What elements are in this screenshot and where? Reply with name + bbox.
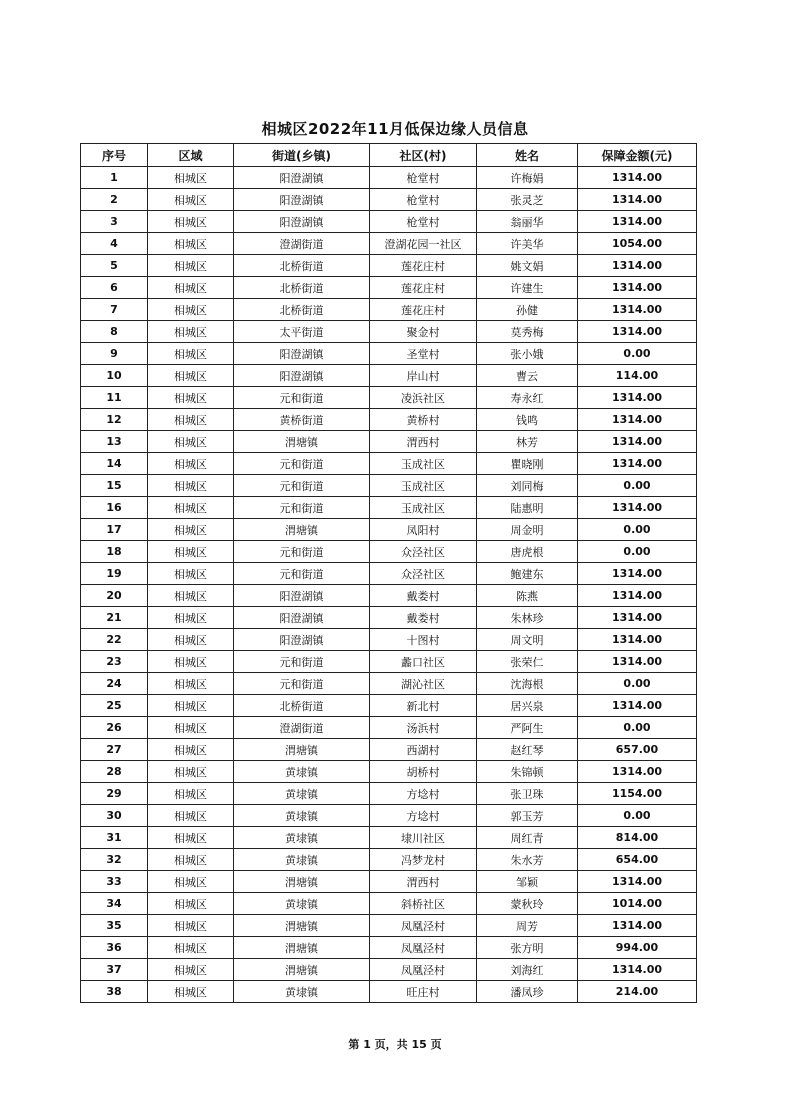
cell-amount: 994.00	[578, 937, 697, 959]
table-row	[81, 607, 697, 629]
cell-seq: 37	[81, 959, 148, 981]
cell-seq: 1	[81, 167, 148, 189]
cell-name: 陆惠明	[477, 497, 578, 519]
cell-amount: 0.00	[578, 541, 697, 563]
cell-seq: 9	[81, 343, 148, 365]
cell-seq: 32	[81, 849, 148, 871]
cell-name: 姚文娟	[477, 255, 578, 277]
cell-seq: 26	[81, 717, 148, 739]
cell-amount: 1054.00	[578, 233, 697, 255]
cell-community: 枪堂村	[370, 167, 477, 189]
cell-community: 湖沁社区	[370, 673, 477, 695]
cell-name: 周红青	[477, 827, 578, 849]
cell-district: 相城区	[148, 409, 234, 431]
cell-street: 渭塘镇	[234, 915, 370, 937]
cell-name: 许美华	[477, 233, 578, 255]
cell-amount: 1314.00	[578, 761, 697, 783]
cell-name: 居兴泉	[477, 695, 578, 717]
cell-amount: 1314.00	[578, 299, 697, 321]
cell-amount: 1314.00	[578, 167, 697, 189]
cell-seq: 22	[81, 629, 148, 651]
header-community: 社区(村)	[370, 144, 477, 167]
table-row	[81, 211, 697, 233]
cell-district: 相城区	[148, 189, 234, 211]
cell-name: 沈海根	[477, 673, 578, 695]
cell-name: 郭玉芳	[477, 805, 578, 827]
table-row	[81, 519, 697, 541]
cell-district: 相城区	[148, 717, 234, 739]
cell-district: 相城区	[148, 651, 234, 673]
cell-community: 玉成社区	[370, 497, 477, 519]
cell-street: 北桥街道	[234, 277, 370, 299]
cell-seq: 7	[81, 299, 148, 321]
table-row	[81, 277, 697, 299]
cell-amount: 657.00	[578, 739, 697, 761]
cell-amount: 1314.00	[578, 211, 697, 233]
cell-community: 莲花庄村	[370, 277, 477, 299]
cell-street: 黄埭镇	[234, 827, 370, 849]
table-row	[81, 321, 697, 343]
cell-street: 阳澄湖镇	[234, 585, 370, 607]
cell-amount: 1314.00	[578, 453, 697, 475]
cell-name: 张荣仁	[477, 651, 578, 673]
cell-amount: 1154.00	[578, 783, 697, 805]
cell-name: 寿永红	[477, 387, 578, 409]
cell-seq: 18	[81, 541, 148, 563]
table-row	[81, 431, 697, 453]
cell-name: 张方明	[477, 937, 578, 959]
table-row	[81, 629, 697, 651]
cell-community: 汤浜村	[370, 717, 477, 739]
cell-street: 黄埭镇	[234, 783, 370, 805]
cell-district: 相城区	[148, 695, 234, 717]
table-row	[81, 387, 697, 409]
table-row	[81, 981, 697, 1003]
cell-name: 严阿生	[477, 717, 578, 739]
cell-district: 相城区	[148, 453, 234, 475]
cell-community: 蠡口社区	[370, 651, 477, 673]
cell-seq: 15	[81, 475, 148, 497]
header-amount: 保障金额(元)	[578, 144, 697, 167]
table-header-row	[81, 144, 697, 167]
cell-name: 林芳	[477, 431, 578, 453]
cell-name: 张卫珠	[477, 783, 578, 805]
cell-amount: 1314.00	[578, 915, 697, 937]
cell-amount: 1314.00	[578, 871, 697, 893]
cell-street: 澄湖街道	[234, 717, 370, 739]
cell-name: 邹颖	[477, 871, 578, 893]
cell-seq: 25	[81, 695, 148, 717]
cell-street: 北桥街道	[234, 695, 370, 717]
cell-amount: 1314.00	[578, 585, 697, 607]
table-row	[81, 651, 697, 673]
cell-seq: 28	[81, 761, 148, 783]
cell-district: 相城区	[148, 233, 234, 255]
table-row	[81, 915, 697, 937]
cell-street: 黄埭镇	[234, 849, 370, 871]
cell-district: 相城区	[148, 497, 234, 519]
cell-street: 渭塘镇	[234, 871, 370, 893]
cell-district: 相城区	[148, 981, 234, 1003]
table-row	[81, 255, 697, 277]
cell-community: 众泾社区	[370, 563, 477, 585]
cell-community: 枪堂村	[370, 189, 477, 211]
table-row	[81, 167, 697, 189]
cell-amount: 1314.00	[578, 629, 697, 651]
cell-seq: 14	[81, 453, 148, 475]
cell-name: 陈燕	[477, 585, 578, 607]
cell-community: 凤凰泾村	[370, 959, 477, 981]
table-body	[81, 167, 697, 1003]
cell-seq: 19	[81, 563, 148, 585]
cell-name: 瞿晓刚	[477, 453, 578, 475]
cell-community: 新北村	[370, 695, 477, 717]
cell-seq: 36	[81, 937, 148, 959]
table-row	[81, 849, 697, 871]
table-row	[81, 717, 697, 739]
cell-district: 相城区	[148, 915, 234, 937]
cell-district: 相城区	[148, 849, 234, 871]
cell-street: 黄埭镇	[234, 805, 370, 827]
cell-community: 斜桥社区	[370, 893, 477, 915]
cell-district: 相城区	[148, 585, 234, 607]
cell-amount: 0.00	[578, 343, 697, 365]
cell-amount: 114.00	[578, 365, 697, 387]
cell-district: 相城区	[148, 783, 234, 805]
cell-street: 元和街道	[234, 563, 370, 585]
cell-amount: 1314.00	[578, 255, 697, 277]
cell-seq: 33	[81, 871, 148, 893]
cell-district: 相城区	[148, 299, 234, 321]
cell-amount: 1314.00	[578, 563, 697, 585]
cell-amount: 1014.00	[578, 893, 697, 915]
cell-district: 相城区	[148, 739, 234, 761]
table-row	[81, 893, 697, 915]
cell-district: 相城区	[148, 255, 234, 277]
cell-district: 相城区	[148, 805, 234, 827]
cell-seq: 16	[81, 497, 148, 519]
cell-street: 渭塘镇	[234, 937, 370, 959]
cell-seq: 6	[81, 277, 148, 299]
cell-community: 西湖村	[370, 739, 477, 761]
cell-amount: 0.00	[578, 717, 697, 739]
cell-name: 朱锦顿	[477, 761, 578, 783]
cell-seq: 17	[81, 519, 148, 541]
cell-district: 相城区	[148, 321, 234, 343]
cell-street: 渭塘镇	[234, 519, 370, 541]
cell-amount: 0.00	[578, 519, 697, 541]
page-title: 相城区2022年11月低保边缘人员信息	[261, 120, 529, 138]
cell-street: 阳澄湖镇	[234, 343, 370, 365]
cell-district: 相城区	[148, 761, 234, 783]
cell-community: 方埝村	[370, 805, 477, 827]
table-row	[81, 343, 697, 365]
cell-name: 周文明	[477, 629, 578, 651]
cell-street: 黄桥街道	[234, 409, 370, 431]
table-row	[81, 695, 697, 717]
cell-community: 枪堂村	[370, 211, 477, 233]
cell-community: 玉成社区	[370, 475, 477, 497]
cell-seq: 27	[81, 739, 148, 761]
table-row	[81, 871, 697, 893]
cell-community: 戴娄村	[370, 607, 477, 629]
cell-seq: 30	[81, 805, 148, 827]
table-row	[81, 233, 697, 255]
table-row	[81, 189, 697, 211]
cell-name: 许建生	[477, 277, 578, 299]
cell-community: 岸山村	[370, 365, 477, 387]
cell-street: 黄埭镇	[234, 893, 370, 915]
cell-street: 阳澄湖镇	[234, 629, 370, 651]
cell-street: 阳澄湖镇	[234, 167, 370, 189]
cell-district: 相城区	[148, 893, 234, 915]
cell-amount: 1314.00	[578, 607, 697, 629]
cell-community: 莲花庄村	[370, 255, 477, 277]
cell-name: 蒙秋玲	[477, 893, 578, 915]
cell-seq: 13	[81, 431, 148, 453]
cell-name: 赵红琴	[477, 739, 578, 761]
cell-community: 凤阳村	[370, 519, 477, 541]
cell-street: 黄埭镇	[234, 981, 370, 1003]
cell-name: 曹云	[477, 365, 578, 387]
cell-street: 元和街道	[234, 673, 370, 695]
cell-community: 圣堂村	[370, 343, 477, 365]
cell-seq: 24	[81, 673, 148, 695]
header-name: 姓名	[477, 144, 578, 167]
cell-name: 周金明	[477, 519, 578, 541]
table-row	[81, 299, 697, 321]
cell-amount: 214.00	[578, 981, 697, 1003]
cell-street: 元和街道	[234, 387, 370, 409]
table-row	[81, 783, 697, 805]
table-row	[81, 739, 697, 761]
cell-name: 翁丽华	[477, 211, 578, 233]
cell-street: 元和街道	[234, 453, 370, 475]
cell-amount: 1314.00	[578, 431, 697, 453]
cell-name: 钱鸣	[477, 409, 578, 431]
cell-seq: 29	[81, 783, 148, 805]
table-row	[81, 761, 697, 783]
cell-community: 戴娄村	[370, 585, 477, 607]
cell-name: 刘同梅	[477, 475, 578, 497]
cell-amount: 1314.00	[578, 321, 697, 343]
cell-name: 孙健	[477, 299, 578, 321]
cell-seq: 20	[81, 585, 148, 607]
cell-name: 朱林珍	[477, 607, 578, 629]
cell-name: 朱水芳	[477, 849, 578, 871]
cell-district: 相城区	[148, 871, 234, 893]
cell-amount: 1314.00	[578, 277, 697, 299]
cell-seq: 21	[81, 607, 148, 629]
cell-district: 相城区	[148, 541, 234, 563]
cell-district: 相城区	[148, 607, 234, 629]
cell-district: 相城区	[148, 519, 234, 541]
cell-seq: 8	[81, 321, 148, 343]
cell-community: 黄桥村	[370, 409, 477, 431]
cell-name: 周芳	[477, 915, 578, 937]
cell-name: 许梅娟	[477, 167, 578, 189]
table-row	[81, 805, 697, 827]
cell-street: 阳澄湖镇	[234, 211, 370, 233]
table-row	[81, 497, 697, 519]
cell-community: 莲花庄村	[370, 299, 477, 321]
cell-amount: 1314.00	[578, 959, 697, 981]
cell-street: 北桥街道	[234, 299, 370, 321]
table-row	[81, 673, 697, 695]
header-street: 街道(乡镇)	[234, 144, 370, 167]
cell-district: 相城区	[148, 343, 234, 365]
cell-seq: 11	[81, 387, 148, 409]
cell-district: 相城区	[148, 629, 234, 651]
table-row	[81, 365, 697, 387]
cell-amount: 0.00	[578, 475, 697, 497]
cell-street: 北桥街道	[234, 255, 370, 277]
cell-amount: 1314.00	[578, 695, 697, 717]
cell-amount: 654.00	[578, 849, 697, 871]
cell-street: 元和街道	[234, 651, 370, 673]
cell-district: 相城区	[148, 959, 234, 981]
cell-community: 埭川社区	[370, 827, 477, 849]
cell-street: 元和街道	[234, 541, 370, 563]
cell-community: 冯梦龙村	[370, 849, 477, 871]
cell-name: 鲍建东	[477, 563, 578, 585]
cell-street: 阳澄湖镇	[234, 189, 370, 211]
cell-community: 渭西村	[370, 871, 477, 893]
cell-amount: 1314.00	[578, 651, 697, 673]
cell-seq: 35	[81, 915, 148, 937]
cell-district: 相城区	[148, 211, 234, 233]
cell-name: 潘凤珍	[477, 981, 578, 1003]
roster-table	[80, 143, 697, 1003]
cell-community: 澄湖花园一社区	[370, 233, 477, 255]
cell-amount: 814.00	[578, 827, 697, 849]
table-row	[81, 475, 697, 497]
cell-district: 相城区	[148, 387, 234, 409]
table-row	[81, 827, 697, 849]
cell-community: 渭西村	[370, 431, 477, 453]
cell-district: 相城区	[148, 563, 234, 585]
cell-district: 相城区	[148, 167, 234, 189]
cell-seq: 2	[81, 189, 148, 211]
table-row	[81, 541, 697, 563]
cell-district: 相城区	[148, 827, 234, 849]
table-row	[81, 453, 697, 475]
cell-community: 凤凰泾村	[370, 937, 477, 959]
cell-name: 张小娥	[477, 343, 578, 365]
cell-amount: 1314.00	[578, 387, 697, 409]
cell-amount: 0.00	[578, 673, 697, 695]
cell-district: 相城区	[148, 431, 234, 453]
cell-amount: 1314.00	[578, 409, 697, 431]
cell-street: 渭塘镇	[234, 959, 370, 981]
cell-community: 十图村	[370, 629, 477, 651]
cell-community: 旺庄村	[370, 981, 477, 1003]
cell-district: 相城区	[148, 937, 234, 959]
table-row	[81, 409, 697, 431]
page-footer: 第 1 页，共 15 页	[348, 1038, 442, 1051]
cell-street: 元和街道	[234, 475, 370, 497]
cell-name: 莫秀梅	[477, 321, 578, 343]
cell-street: 阳澄湖镇	[234, 365, 370, 387]
cell-seq: 34	[81, 893, 148, 915]
cell-community: 玉成社区	[370, 453, 477, 475]
header-seq: 序号	[81, 144, 148, 167]
cell-community: 凌浜社区	[370, 387, 477, 409]
cell-seq: 5	[81, 255, 148, 277]
cell-street: 渭塘镇	[234, 431, 370, 453]
cell-seq: 3	[81, 211, 148, 233]
cell-district: 相城区	[148, 277, 234, 299]
cell-seq: 23	[81, 651, 148, 673]
cell-street: 澄湖街道	[234, 233, 370, 255]
table-row	[81, 585, 697, 607]
cell-district: 相城区	[148, 475, 234, 497]
cell-community: 凤凰泾村	[370, 915, 477, 937]
cell-community: 聚金村	[370, 321, 477, 343]
cell-name: 刘海红	[477, 959, 578, 981]
cell-seq: 31	[81, 827, 148, 849]
cell-street: 阳澄湖镇	[234, 607, 370, 629]
cell-amount: 1314.00	[578, 497, 697, 519]
table-row	[81, 563, 697, 585]
cell-seq: 4	[81, 233, 148, 255]
cell-district: 相城区	[148, 673, 234, 695]
cell-seq: 12	[81, 409, 148, 431]
cell-community: 众泾社区	[370, 541, 477, 563]
cell-street: 元和街道	[234, 497, 370, 519]
cell-community: 胡桥村	[370, 761, 477, 783]
cell-amount: 1314.00	[578, 189, 697, 211]
cell-district: 相城区	[148, 365, 234, 387]
cell-amount: 0.00	[578, 805, 697, 827]
cell-seq: 38	[81, 981, 148, 1003]
table-row	[81, 937, 697, 959]
cell-street: 渭塘镇	[234, 739, 370, 761]
cell-name: 张灵芝	[477, 189, 578, 211]
cell-street: 黄埭镇	[234, 761, 370, 783]
cell-name: 唐虎根	[477, 541, 578, 563]
header-district: 区域	[148, 144, 234, 167]
cell-community: 方埝村	[370, 783, 477, 805]
table-row	[81, 959, 697, 981]
cell-seq: 10	[81, 365, 148, 387]
cell-street: 太平街道	[234, 321, 370, 343]
